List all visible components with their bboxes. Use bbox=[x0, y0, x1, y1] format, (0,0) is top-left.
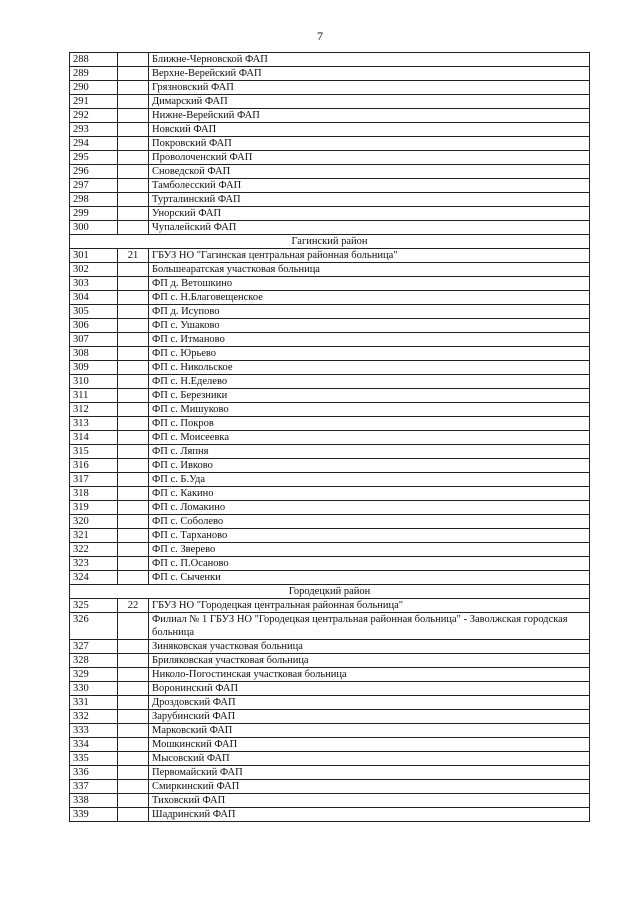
row-number: 303 bbox=[70, 277, 118, 291]
row-number: 289 bbox=[70, 67, 118, 81]
institution-code bbox=[118, 53, 149, 67]
facility-name: ФП с. Какино bbox=[149, 487, 590, 501]
institution-code bbox=[118, 710, 149, 724]
table-row bbox=[70, 473, 590, 487]
row-number: 317 bbox=[70, 473, 118, 487]
facility-name: Верхне-Верейский ФАП bbox=[149, 67, 590, 81]
table-row bbox=[70, 487, 590, 501]
institution-code bbox=[118, 515, 149, 529]
row-number: 328 bbox=[70, 654, 118, 668]
row-number: 298 bbox=[70, 193, 118, 207]
facility-name: Смиркинский ФАП bbox=[149, 780, 590, 794]
row-number: 332 bbox=[70, 710, 118, 724]
institution-code bbox=[118, 654, 149, 668]
facility-name: Чупалейский ФАП bbox=[149, 221, 590, 235]
table-row bbox=[70, 738, 590, 752]
row-number: 325 bbox=[70, 599, 118, 613]
row-number: 313 bbox=[70, 417, 118, 431]
table-row bbox=[70, 263, 590, 277]
row-number: 306 bbox=[70, 319, 118, 333]
facility-table bbox=[69, 52, 590, 822]
institution-code bbox=[118, 766, 149, 780]
row-number: 293 bbox=[70, 123, 118, 137]
facility-name: ФП с. Покров bbox=[149, 417, 590, 431]
institution-code bbox=[118, 529, 149, 543]
table-row bbox=[70, 137, 590, 151]
institution-code bbox=[118, 445, 149, 459]
row-number: 310 bbox=[70, 375, 118, 389]
facility-name: Зарубинский ФАП bbox=[149, 710, 590, 724]
facility-name: Николо-Погостинская участковая больница bbox=[149, 668, 590, 682]
table-row bbox=[70, 81, 590, 95]
facility-name: Турталинский ФАП bbox=[149, 193, 590, 207]
table-row bbox=[70, 613, 590, 640]
row-number: 331 bbox=[70, 696, 118, 710]
row-number: 320 bbox=[70, 515, 118, 529]
institution-code bbox=[118, 291, 149, 305]
row-number: 316 bbox=[70, 459, 118, 473]
table-row bbox=[70, 543, 590, 557]
table-row bbox=[70, 109, 590, 123]
institution-code bbox=[118, 95, 149, 109]
facility-table-body bbox=[70, 53, 590, 822]
table-row bbox=[70, 151, 590, 165]
table-row bbox=[70, 95, 590, 109]
institution-code bbox=[118, 347, 149, 361]
facility-name: Сноведской ФАП bbox=[149, 165, 590, 179]
row-number: 296 bbox=[70, 165, 118, 179]
institution-code bbox=[118, 361, 149, 375]
institution-code bbox=[118, 403, 149, 417]
facility-name: ФП с. Сыченки bbox=[149, 571, 590, 585]
table-row bbox=[70, 571, 590, 585]
institution-code bbox=[118, 501, 149, 515]
table-row bbox=[70, 249, 590, 263]
facility-name: Зиняковская участковая больница bbox=[149, 640, 590, 654]
institution-code bbox=[118, 263, 149, 277]
institution-code bbox=[118, 165, 149, 179]
table-row bbox=[70, 53, 590, 67]
row-number: 322 bbox=[70, 543, 118, 557]
table-row bbox=[70, 794, 590, 808]
institution-code: 21 bbox=[118, 249, 149, 263]
table-row bbox=[70, 752, 590, 766]
table-row bbox=[70, 780, 590, 794]
table-row bbox=[70, 654, 590, 668]
institution-code bbox=[118, 151, 149, 165]
facility-name: Шадринский ФАП bbox=[149, 808, 590, 822]
facility-name: ГБУЗ НО "Гагинская центральная районная больница" bbox=[149, 249, 590, 263]
facility-name: ФП д. Исупово bbox=[149, 305, 590, 319]
row-number: 309 bbox=[70, 361, 118, 375]
row-number: 338 bbox=[70, 794, 118, 808]
row-number: 288 bbox=[70, 53, 118, 67]
table-row bbox=[70, 123, 590, 137]
institution-code bbox=[118, 668, 149, 682]
table-row bbox=[70, 193, 590, 207]
row-number: 321 bbox=[70, 529, 118, 543]
table-row bbox=[70, 599, 590, 613]
row-number: 335 bbox=[70, 752, 118, 766]
row-number: 334 bbox=[70, 738, 118, 752]
facility-name: Первомайский ФАП bbox=[149, 766, 590, 780]
district-header-row bbox=[70, 235, 590, 249]
facility-name: ФП д. Ветошкино bbox=[149, 277, 590, 291]
institution-code bbox=[118, 738, 149, 752]
institution-code bbox=[118, 137, 149, 151]
institution-code bbox=[118, 221, 149, 235]
table-row bbox=[70, 431, 590, 445]
row-number: 294 bbox=[70, 137, 118, 151]
facility-name: Бриляковская участковая больница bbox=[149, 654, 590, 668]
institution-code bbox=[118, 179, 149, 193]
institution-code: 22 bbox=[118, 599, 149, 613]
table-row bbox=[70, 766, 590, 780]
facility-name: Проволоченский ФАП bbox=[149, 151, 590, 165]
row-number: 308 bbox=[70, 347, 118, 361]
row-number: 337 bbox=[70, 780, 118, 794]
row-number: 297 bbox=[70, 179, 118, 193]
table-row bbox=[70, 165, 590, 179]
row-number: 302 bbox=[70, 263, 118, 277]
row-number: 323 bbox=[70, 557, 118, 571]
facility-name: Тиховский ФАП bbox=[149, 794, 590, 808]
district-name: Гагинский район bbox=[70, 235, 590, 249]
institution-code bbox=[118, 682, 149, 696]
facility-name: Новский ФАП bbox=[149, 123, 590, 137]
facility-name: ФП с. Ивково bbox=[149, 459, 590, 473]
table-row bbox=[70, 515, 590, 529]
institution-code bbox=[118, 333, 149, 347]
row-number: 304 bbox=[70, 291, 118, 305]
institution-code bbox=[118, 193, 149, 207]
row-number: 311 bbox=[70, 389, 118, 403]
row-number: 336 bbox=[70, 766, 118, 780]
table-row bbox=[70, 207, 590, 221]
row-number: 300 bbox=[70, 221, 118, 235]
institution-code bbox=[118, 557, 149, 571]
page-number: 7 bbox=[317, 29, 323, 43]
table-row bbox=[70, 277, 590, 291]
facility-name: Воронинский ФАП bbox=[149, 682, 590, 696]
row-number: 324 bbox=[70, 571, 118, 585]
table-row bbox=[70, 459, 590, 473]
facility-name: ФП с. Зверево bbox=[149, 543, 590, 557]
table-row bbox=[70, 67, 590, 81]
table-row bbox=[70, 403, 590, 417]
facility-name: Мошкинский ФАП bbox=[149, 738, 590, 752]
row-number: 319 bbox=[70, 501, 118, 515]
facility-name: Димарский ФАП bbox=[149, 95, 590, 109]
table-row bbox=[70, 724, 590, 738]
institution-code bbox=[118, 375, 149, 389]
institution-code bbox=[118, 473, 149, 487]
facility-name: Дроздовский ФАП bbox=[149, 696, 590, 710]
facility-name: ФП с. Н.Еделево bbox=[149, 375, 590, 389]
row-number: 312 bbox=[70, 403, 118, 417]
table-row bbox=[70, 501, 590, 515]
row-number: 290 bbox=[70, 81, 118, 95]
institution-code bbox=[118, 459, 149, 473]
facility-name: ФП с. Моисеевка bbox=[149, 431, 590, 445]
row-number: 307 bbox=[70, 333, 118, 347]
table-row bbox=[70, 668, 590, 682]
institution-code bbox=[118, 808, 149, 822]
facility-name: Покровский ФАП bbox=[149, 137, 590, 151]
table-row bbox=[70, 361, 590, 375]
table-row bbox=[70, 375, 590, 389]
facility-name: Большеаратская участковая больница bbox=[149, 263, 590, 277]
facility-name: ФП с. Ломакино bbox=[149, 501, 590, 515]
table-row bbox=[70, 347, 590, 361]
facility-name: Унорский ФАП bbox=[149, 207, 590, 221]
row-number: 314 bbox=[70, 431, 118, 445]
row-number: 292 bbox=[70, 109, 118, 123]
table-row bbox=[70, 221, 590, 235]
institution-code bbox=[118, 305, 149, 319]
table-row bbox=[70, 557, 590, 571]
facility-name: Мысовский ФАП bbox=[149, 752, 590, 766]
row-number: 318 bbox=[70, 487, 118, 501]
table-row bbox=[70, 682, 590, 696]
facility-name: ГБУЗ НО "Городецкая центральная районная больница" bbox=[149, 599, 590, 613]
row-number: 333 bbox=[70, 724, 118, 738]
table-row bbox=[70, 696, 590, 710]
table-row bbox=[70, 417, 590, 431]
institution-code bbox=[118, 794, 149, 808]
row-number: 330 bbox=[70, 682, 118, 696]
table-row bbox=[70, 710, 590, 724]
table-row bbox=[70, 640, 590, 654]
institution-code bbox=[118, 752, 149, 766]
facility-name: Нижне-Верейский ФАП bbox=[149, 109, 590, 123]
institution-code bbox=[118, 207, 149, 221]
institution-code bbox=[118, 571, 149, 585]
facility-name: ФП с. Б.Уда bbox=[149, 473, 590, 487]
institution-code bbox=[118, 724, 149, 738]
row-number: 339 bbox=[70, 808, 118, 822]
facility-name: ФП с. Тарханово bbox=[149, 529, 590, 543]
institution-code bbox=[118, 417, 149, 431]
institution-code bbox=[118, 613, 149, 640]
table-row bbox=[70, 529, 590, 543]
table-row bbox=[70, 808, 590, 822]
institution-code bbox=[118, 67, 149, 81]
table-row bbox=[70, 179, 590, 193]
facility-name: ФП с. Ляпня bbox=[149, 445, 590, 459]
district-name: Городецкий район bbox=[70, 585, 590, 599]
facility-name: ФП с. Юрьево bbox=[149, 347, 590, 361]
facility-name: Ближне-Черновской ФАП bbox=[149, 53, 590, 67]
row-number: 295 bbox=[70, 151, 118, 165]
row-number: 305 bbox=[70, 305, 118, 319]
row-number: 329 bbox=[70, 668, 118, 682]
institution-code bbox=[118, 81, 149, 95]
institution-code bbox=[118, 640, 149, 654]
facility-name: Филиал № 1 ГБУЗ НО "Городецкая центральная районная больница" - Заволжская городская больница bbox=[149, 613, 590, 640]
facility-name: ФП с. Соболево bbox=[149, 515, 590, 529]
row-number: 326 bbox=[70, 613, 118, 640]
table-row bbox=[70, 333, 590, 347]
institution-code bbox=[118, 487, 149, 501]
institution-code bbox=[118, 431, 149, 445]
row-number: 315 bbox=[70, 445, 118, 459]
institution-code bbox=[118, 389, 149, 403]
facility-name: ФП с. Никольское bbox=[149, 361, 590, 375]
table-row bbox=[70, 319, 590, 333]
facility-name: Марковский ФАП bbox=[149, 724, 590, 738]
facility-name: Грязновский ФАП bbox=[149, 81, 590, 95]
facility-name: ФП с. Березники bbox=[149, 389, 590, 403]
institution-code bbox=[118, 543, 149, 557]
table-row bbox=[70, 305, 590, 319]
institution-code bbox=[118, 696, 149, 710]
institution-code bbox=[118, 123, 149, 137]
table-row bbox=[70, 445, 590, 459]
facility-name: ФП с. Мишуково bbox=[149, 403, 590, 417]
facility-name: ФП с. Ушаково bbox=[149, 319, 590, 333]
row-number: 301 bbox=[70, 249, 118, 263]
facility-name: ФП с. Итманово bbox=[149, 333, 590, 347]
facility-name: ФП с. Н.Благовещенское bbox=[149, 291, 590, 305]
institution-code bbox=[118, 319, 149, 333]
row-number: 327 bbox=[70, 640, 118, 654]
institution-code bbox=[118, 780, 149, 794]
row-number: 299 bbox=[70, 207, 118, 221]
facility-name: Тамболесский ФАП bbox=[149, 179, 590, 193]
institution-code bbox=[118, 109, 149, 123]
table-row bbox=[70, 291, 590, 305]
row-number: 291 bbox=[70, 95, 118, 109]
institution-code bbox=[118, 277, 149, 291]
district-header-row bbox=[70, 585, 590, 599]
facility-name: ФП с. П.Осаново bbox=[149, 557, 590, 571]
table-row bbox=[70, 389, 590, 403]
